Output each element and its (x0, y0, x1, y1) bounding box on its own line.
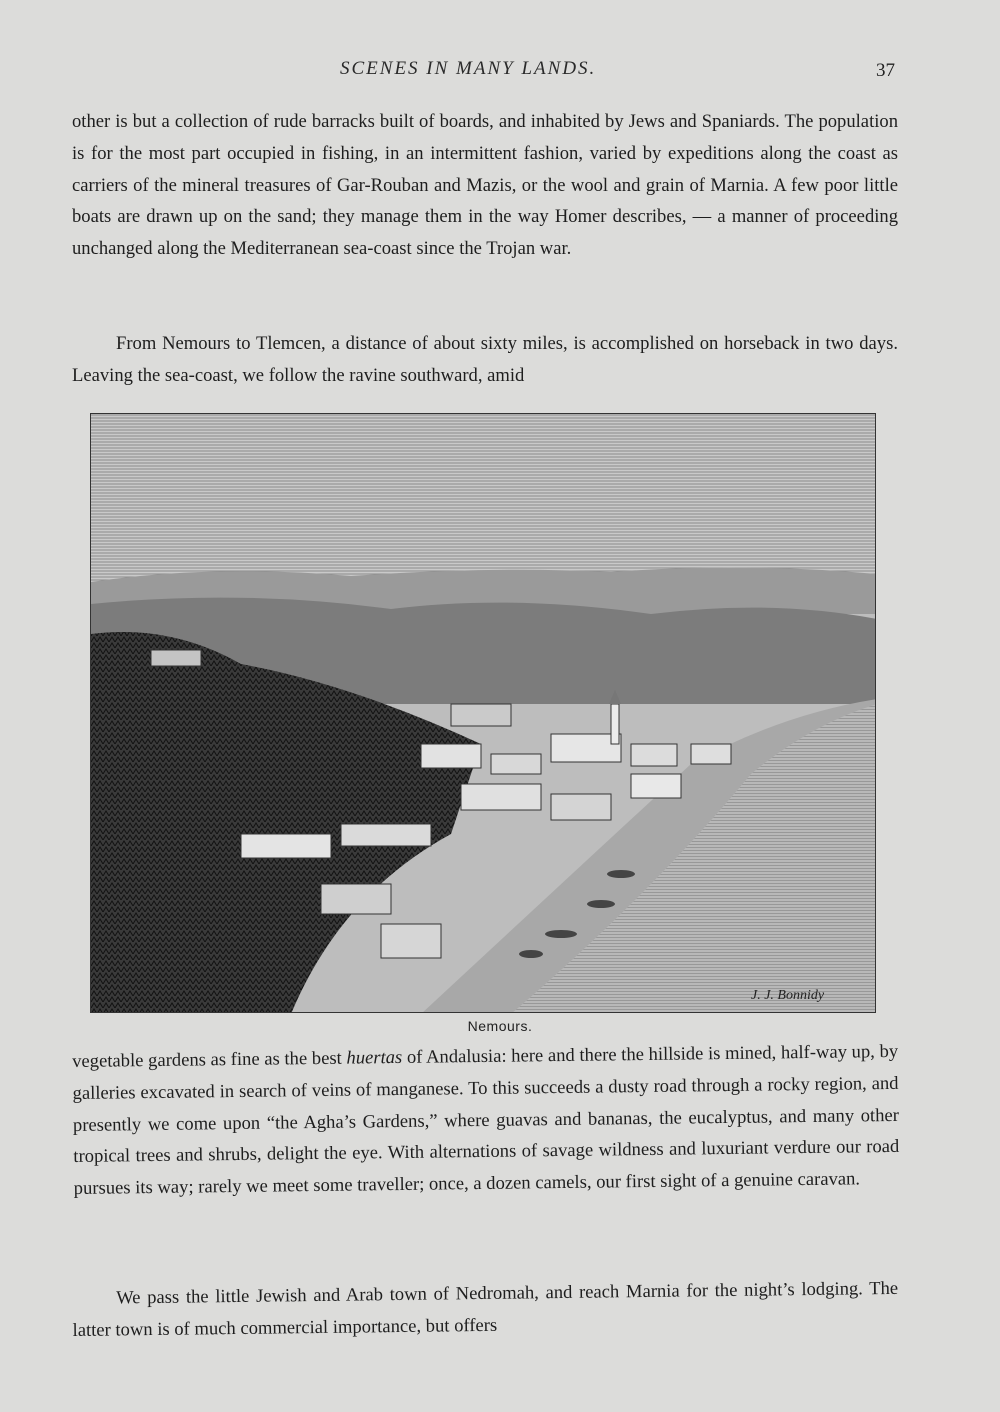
paragraph-3-rest: of Andalusia: here and there the hillside is mined, half-way up, by galleries excavated in search of veins of manganese. To this succeeds a dusty road through a rocky region, and presently we come upon “the Agha’s Gardens,” where guavas and bananas, the eucalyptus, and many other tropical trees and shrubs, delight the eye. With alternations of savage wildness and luxuriant verdure our road pursues its way; rarely we meet some traveller; once, a dozen camels, our first sight of a genuine caravan. (72, 1040, 900, 1200)
page-number: 37 (876, 60, 895, 81)
fort (151, 650, 201, 666)
paragraph-2-text: From Nemours to Tlemcen, a distance of about sixty miles, is accomplished on horseback in two days. Leaving the sea-coast, we follow the ravine southward, amid (72, 333, 898, 386)
figure-caption: Nemours. (467, 1018, 533, 1034)
italic-term: huertas (346, 1046, 403, 1069)
engraving-nemours (90, 413, 876, 1013)
paragraph-3 (72, 1036, 900, 1205)
paragraph-1 (72, 106, 898, 265)
paragraph-2 (72, 328, 898, 392)
paragraph-1-text: other is but a collection of rude barracks built of boards, and inhabited by Jews and Spaniards. The population is for the most part occupied in fishing, in an intermittent fashion, varied by expeditions along the coast as carriers of the mineral treasures of Gar-Rouban and Mazis, or the wool and grain of Marnia. A few poor little boats are drawn up on the sand; they manage them in the way Homer describes, — a manner of proceeding unchanged along the Mediterranean sea-coast since the Trojan war. (72, 111, 898, 260)
engraver-signature: J. J. Bonnidy (751, 988, 825, 1003)
running-head (0, 58, 1000, 84)
paragraph-3-text (72, 1036, 900, 1205)
paragraph-4 (72, 1273, 899, 1347)
running-title: SCENES IN MANY LANDS. (340, 58, 597, 79)
paragraph-3-start: vegetable gardens as fine as the best (72, 1047, 347, 1072)
paragraph-4-text: We pass the little Jewish and Arab town of Nedromah, and reach Marnia for the night’s lodging. The latter town is of much commercial importance, but offers (72, 1277, 899, 1341)
sky (91, 414, 876, 584)
